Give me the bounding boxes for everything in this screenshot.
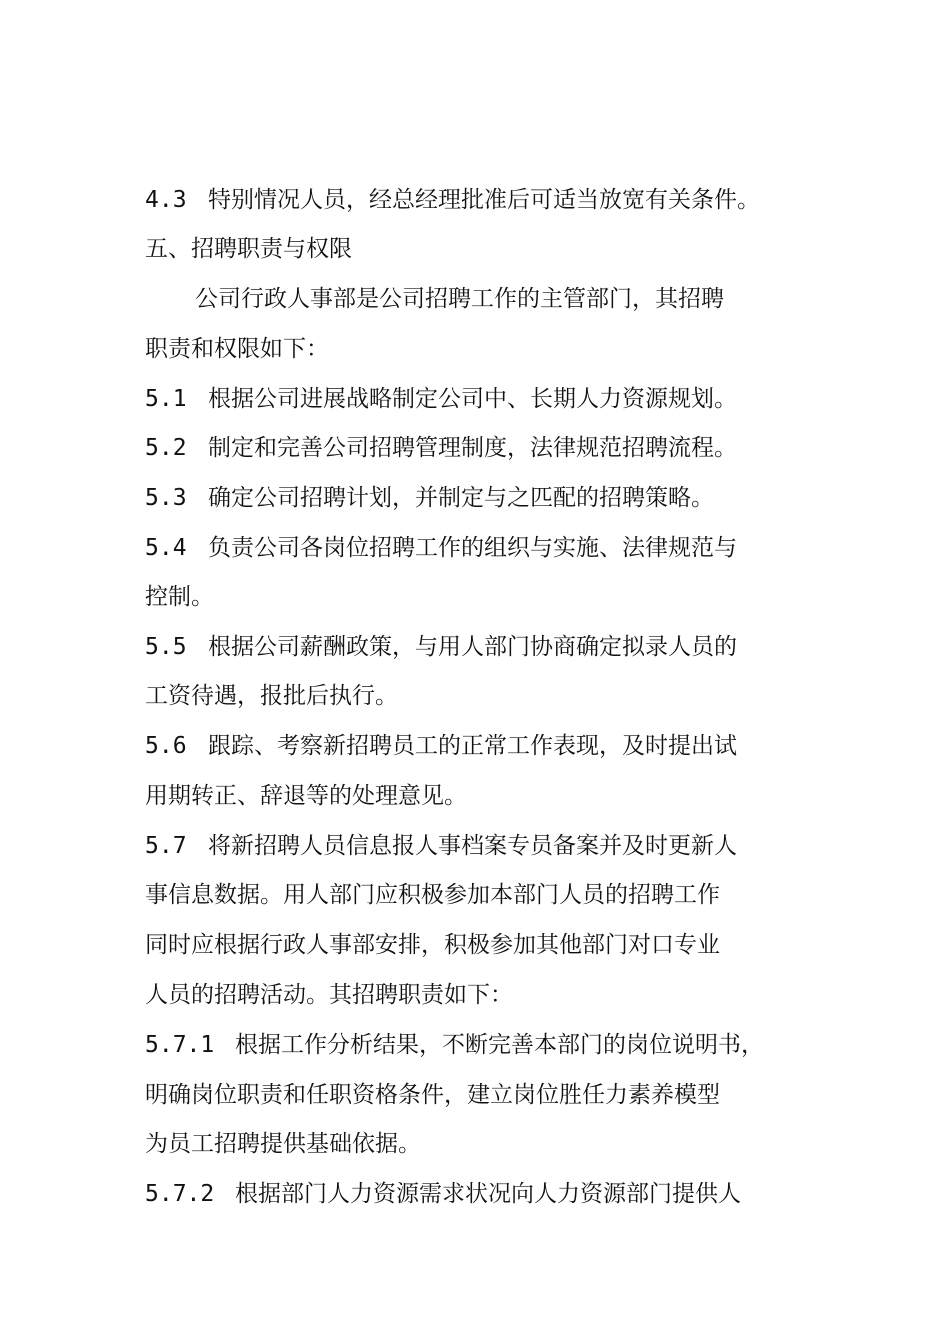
clause-5-3: [145, 483, 714, 513]
clause-text: 根据部门人力资源需求状况向人力资源部门提供人: [235, 1181, 741, 1207]
paragraph-line: [195, 284, 724, 314]
clause-5-1: [145, 384, 737, 414]
clause-number: 5.6: [145, 733, 187, 759]
section-heading-text: 五、招聘职责与权限: [145, 236, 352, 262]
paragraph-line: [145, 930, 720, 960]
clause-text: 确定公司招聘计划，并制定与之匹配的招聘策略。: [208, 485, 714, 511]
clause-5-7: [145, 831, 737, 861]
clause-number: 5.7.1: [145, 1032, 215, 1058]
clause-number: 4.3: [145, 187, 187, 213]
clause-text: 根据公司薪酬政策，与用人部门协商确定拟录人员的: [208, 634, 737, 660]
clause-5-2: [145, 433, 737, 463]
clause-number: 5.1: [145, 386, 187, 412]
clause-text: 将新招聘人员信息报人事档案专员备案并及时更新人: [208, 833, 737, 859]
paragraph-text: 公司行政人事部是公司招聘工作的主管部门，其招聘: [195, 286, 724, 312]
clause-number: 5.3: [145, 485, 187, 511]
clause-text: 负责公司各岗位招聘工作的组织与实施、法律规范与: [208, 535, 737, 561]
paragraph-text: 明确岗位职责和任职资格条件，建立岗位胜任力素养模型: [145, 1082, 720, 1108]
paragraph-line: [145, 880, 720, 910]
clause-5-7-2: [145, 1179, 741, 1209]
clause-text: 制定和完善公司招聘管理制度，法律规范招聘流程。: [208, 435, 737, 461]
paragraph-line: [145, 582, 214, 612]
paragraph-text: 用期转正、辞退等的处理意见。: [145, 783, 467, 809]
clause-text: 跟踪、考察新招聘员工的正常工作表现，及时提出试: [208, 733, 737, 759]
clause-4-3: [145, 185, 760, 215]
clause-number: 5.7: [145, 833, 187, 859]
paragraph-text: 工资待遇，报批后执行。: [145, 683, 398, 709]
paragraph-line: [145, 781, 467, 811]
paragraph-line: [145, 1129, 421, 1159]
clause-number: 5.5: [145, 634, 187, 660]
clause-number: 5.4: [145, 535, 187, 561]
paragraph-text: 职责和权限如下：: [145, 336, 329, 362]
paragraph-text: 人员的招聘活动。其招聘职责如下：: [145, 982, 513, 1008]
paragraph-line: [145, 334, 329, 364]
clause-5-6: [145, 731, 737, 761]
clause-text: 根据工作分析结果，不断完善本部门的岗位说明书，: [235, 1032, 764, 1058]
paragraph-line: [145, 1080, 720, 1110]
paragraph-text: 事信息数据。用人部门应积极参加本部门人员的招聘工作: [145, 882, 720, 908]
paragraph-line: [145, 980, 513, 1010]
clause-number: 5.7.2: [145, 1181, 215, 1207]
clause-5-7-1: [145, 1030, 764, 1060]
paragraph-text: 控制。: [145, 584, 214, 610]
paragraph-line: [145, 681, 398, 711]
clause-5-4: [145, 533, 737, 563]
paragraph-text: 同时应根据行政人事部安排，积极参加其他部门对口专业: [145, 932, 720, 958]
clause-5-5: [145, 632, 737, 662]
paragraph-text: 为员工招聘提供基础依据。: [145, 1131, 421, 1157]
clause-number: 5.2: [145, 435, 187, 461]
clause-text: 特别情况人员，经总经理批准后可适当放宽有关条件。: [208, 187, 760, 213]
clause-text: 根据公司进展战略制定公司中、长期人力资源规划。: [208, 386, 737, 412]
section-heading: [145, 234, 352, 264]
